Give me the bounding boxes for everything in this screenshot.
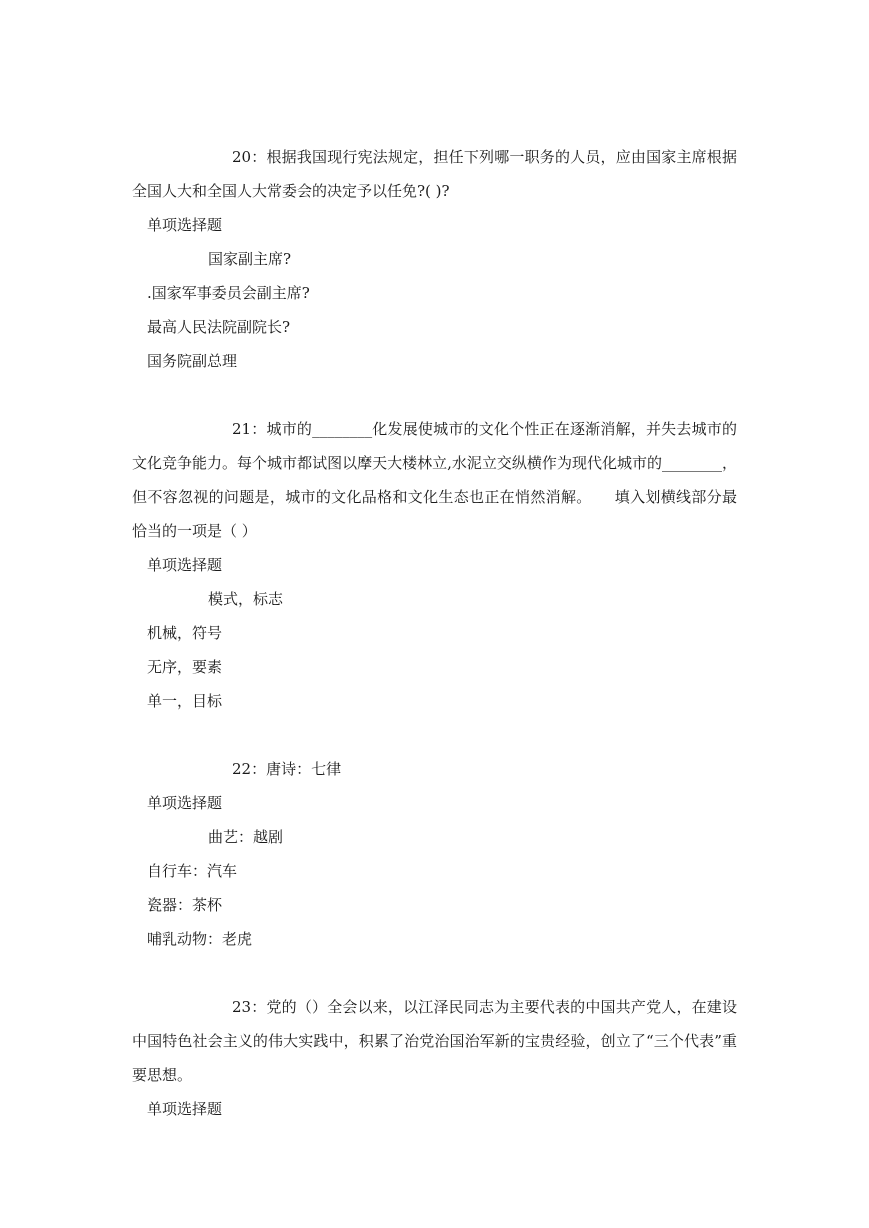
question-22 [132, 752, 737, 956]
question-type: 单项选择题 [147, 794, 223, 812]
option-d: 国务院副总理 [147, 352, 238, 370]
option-a: 曲艺：越剧 [208, 828, 284, 846]
question-type: 单项选择题 [147, 216, 223, 234]
question-stem: 21：城市的________化发展使城市的文化个性正在逐渐消解，并失去城市的文化竞争能力。每个城市都试图以摩天大楼林立,水泥立交纵横作为现代化城市的________，但不容忽视的问题是，城市的文化品格和文化生态也正在悄然消解。 填入划横线部分最恰当的一项是（ ） [132, 420, 737, 540]
question-type: 单项选择题 [147, 1100, 223, 1118]
option-d: 哺乳动物：老虎 [147, 930, 253, 948]
question-20 [132, 140, 737, 378]
question-stem: 20：根据我国现行宪法规定，担任下列哪一职务的人员，应由国家主席根据全国人大和全国人大常委会的决定予以任免?( )? [132, 148, 737, 200]
option-c: 瓷器：茶杯 [147, 896, 223, 914]
option-d: 单一，目标 [147, 692, 223, 710]
option-b: 机械，符号 [147, 624, 223, 642]
option-a: 模式，标志 [208, 590, 284, 608]
option-c: 无序，要素 [147, 658, 223, 676]
question-stem: 22：唐诗：七律 [232, 760, 342, 778]
option-a: 国家副主席? [208, 250, 292, 268]
option-b: .国家军事委员会副主席? [147, 284, 310, 302]
question-stem: 23：党的（）全会以来，以江泽民同志为主要代表的中国共产党人，在建设中国特色社会主义的伟大实践中，积累了治党治国治军新的宝贵经验，创立了“三个代表”重要思想。 [132, 998, 737, 1084]
option-c: 最高人民法院副院长? [147, 318, 291, 336]
question-21 [132, 412, 737, 718]
question-type: 单项选择题 [147, 556, 223, 574]
question-23 [132, 990, 737, 1126]
option-b: 自行车：汽车 [147, 862, 238, 880]
